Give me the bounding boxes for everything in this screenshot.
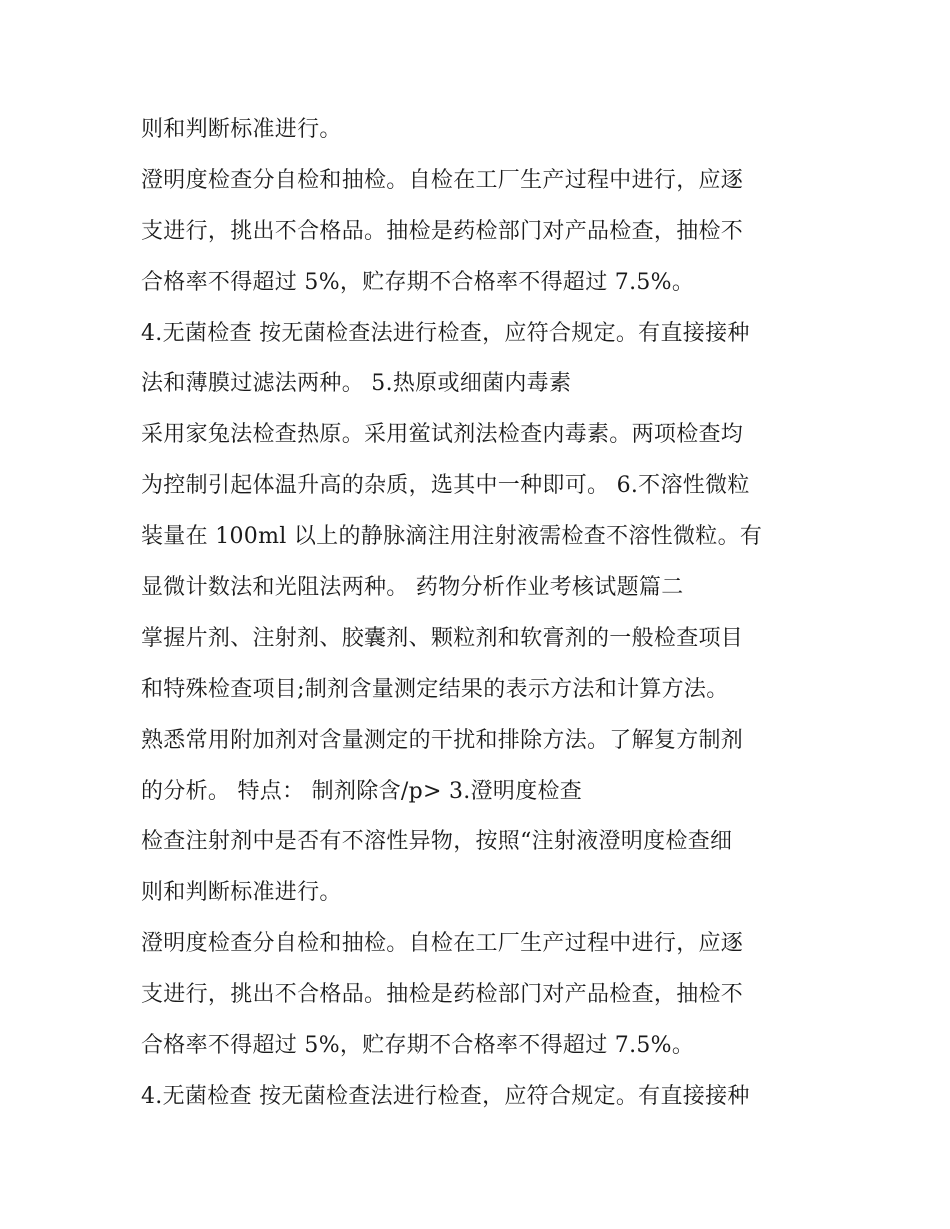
text-line: 澄明度检查分自检和抽检。自检在工厂生产过程中进行，应逐 xyxy=(141,167,744,193)
text-line: 的分析。 特点： 制剂除含/p> 3.澄明度检查 xyxy=(141,778,583,804)
text-line: 合格率不得超过 5%，贮存期不合格率不得超过 7.5%。 xyxy=(141,1033,695,1059)
text-line: 掌握片剂、注射剂、胶囊剂、颗粒剂和软膏剂的一般检查项目 xyxy=(141,625,744,651)
text-line: 和特殊检查项目;制剂含量测定结果的表示方法和计算方法。 xyxy=(141,676,729,702)
text-line: 合格率不得超过 5%，贮存期不合格率不得超过 7.5%。 xyxy=(141,269,695,295)
text-line: 支进行，挑出不合格品。抽检是药检部门对产品检查，抽检不 xyxy=(141,982,744,1008)
document-body xyxy=(141,105,821,1123)
text-line: 支进行，挑出不合格品。抽检是药检部门对产品检查，抽检不 xyxy=(141,218,744,244)
text-line: 为控制引起体温升高的杂质，选其中一种即可。 6.不溶性微粒 xyxy=(141,473,750,499)
text-line: 4.无菌检查 按无菌检查法进行检查，应符合规定。有直接接种 xyxy=(141,1083,750,1109)
text-line: 装量在 100ml 以上的静脉滴注用注射液需检查不溶性微粒。有 xyxy=(141,524,763,550)
text-line: 澄明度检查分自检和抽检。自检在工厂生产过程中进行，应逐 xyxy=(141,931,744,957)
text-line: 熟悉常用附加剂对含量测定的干扰和排除方法。了解复方制剂 xyxy=(141,727,744,753)
text-line: 则和判断标准进行。 xyxy=(141,117,342,142)
text-line: 显微计数法和光阻法两种。 药物分析作业考核试题篇二 xyxy=(141,575,684,601)
text-line: 采用家兔法检查热原。采用鲎试剂法检查内毒素。两项检查均 xyxy=(141,422,744,448)
text-line: 法和薄膜过滤法两种。 5.热原或细菌内毒素 xyxy=(141,371,572,397)
text-line: 检查注射剂中是否有不溶性异物，按照“注射液澄明度检查细 xyxy=(141,829,733,855)
text-line: 4.无菌检查 按无菌检查法进行检查，应符合规定。有直接接种 xyxy=(141,320,750,346)
text-line: 则和判断标准进行。 xyxy=(141,880,342,906)
